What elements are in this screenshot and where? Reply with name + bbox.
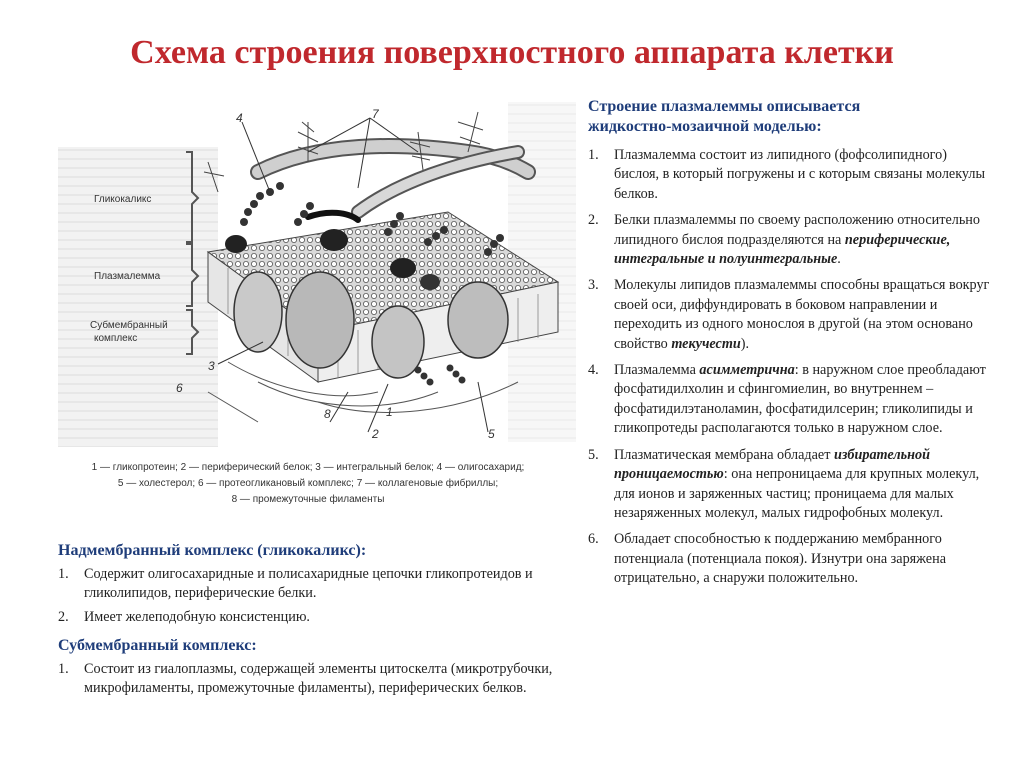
integral-protein <box>448 282 508 358</box>
list-item: 2. Имеет желеподобную консистенцию. <box>58 608 310 625</box>
supramembrane-list <box>58 565 538 631</box>
list-item: 3. Молекулы липидов плазмалеммы способны вращаться вокруг своей оси, диффундировать в боковом направлении и переходить из одного монослоя в другой (на этом основано свойство текучести). <box>588 277 990 352</box>
membrane-diagram <box>58 92 576 522</box>
supramembrane-heading: Надмембранный комплекс (гликокаликс): <box>58 542 367 559</box>
peripheral-protein <box>420 274 440 290</box>
slide-title: Схема строения поверхностного аппарата клетки <box>130 34 894 71</box>
peripheral-protein <box>390 258 416 278</box>
list-item: 4. Плазмалемма асимметрична: в наружном слое преобладают фосфатидилхолин и сфингомиелин, во внутреннем – фосфатидилэтаноламин, фосфатидилсерин; гликолипиды и гликопротеды располагаются только в наружном слое. <box>588 362 986 437</box>
background-texture <box>58 147 218 447</box>
figure-number-3: 3 <box>208 359 215 373</box>
peripheral-protein <box>225 235 247 253</box>
figure-legend-line: 5 — холестерол; 6 — протеогликановый комплекс; 7 — коллагеновые фибриллы; <box>117 478 499 489</box>
list-item: 5. Плазматическая мембрана обладает избирательной проницаемостью: она непроницаема для крупных молекул, для ионов и заряженных частиц; проницаема для малых незаряженных молекул, малых гидрофобных молекул. <box>588 446 980 521</box>
fluid-mosaic-heading-line2: жидкостно-мозаичной моделью: <box>588 118 822 135</box>
list-item: 2. Белки плазмалеммы по своему расположению относительно липидного бислоя подразделяются на периферические, интегральные и полуинтегральные. <box>588 212 980 268</box>
figure-number-2: 2 <box>372 427 379 441</box>
figure-number-5: 5 <box>488 427 495 441</box>
plasmalemma-properties-list <box>588 146 990 596</box>
list-item: 6. Обладает способностью к поддержанию мембранного потенциала (потенциала покоя). Изнутри она заряжена отрицательно, а снаружи положительно. <box>588 531 946 587</box>
fluid-mosaic-heading-line1: Строение плазмалеммы описывается <box>588 98 861 115</box>
plasmalemma-label: Плазмалемма <box>94 271 161 282</box>
submembrane-label-line2: комплекс <box>94 333 138 344</box>
figure-number-8: 8 <box>324 407 331 421</box>
submembrane-heading: Субмембранный комплекс: <box>58 637 257 654</box>
submembrane-list <box>58 660 558 703</box>
list-item: 1. Плазмалемма состоит из липидного (фофсолипидного) бислоя, в который погружены и с которым связаны молекулы белков. <box>588 147 985 202</box>
submembrane-label-line1: Субмембранный <box>90 320 168 331</box>
figure-legend-line: 1 — гликопротеин; 2 — периферический белок; 3 — интегральный белок; 4 — олигосахарид; <box>91 462 525 473</box>
peripheral-protein <box>320 229 348 251</box>
figure-number-4: 4 <box>236 111 243 125</box>
list-item: 1. Состоит из гиалоплазмы, содержащей элементы цитоскелта (микротрубочки, микрофиламенты, промежуточные филаменты), периферических белков. <box>58 661 553 697</box>
list-item: 1. Содержит олигосахаридные и полисахаридные цепочки гликопротеидов и гликолипидов, периферические белки. <box>58 566 533 602</box>
integral-protein <box>234 272 282 352</box>
figure-number-7: 7 <box>372 107 379 121</box>
glycocalyx-label: Гликокаликс <box>94 194 152 205</box>
figure-number-6: 6 <box>176 381 183 395</box>
figure-legend-line: 8 — промежуточные филаменты <box>231 494 385 505</box>
figure-number-1: 1 <box>386 405 393 419</box>
integral-protein <box>286 272 354 368</box>
